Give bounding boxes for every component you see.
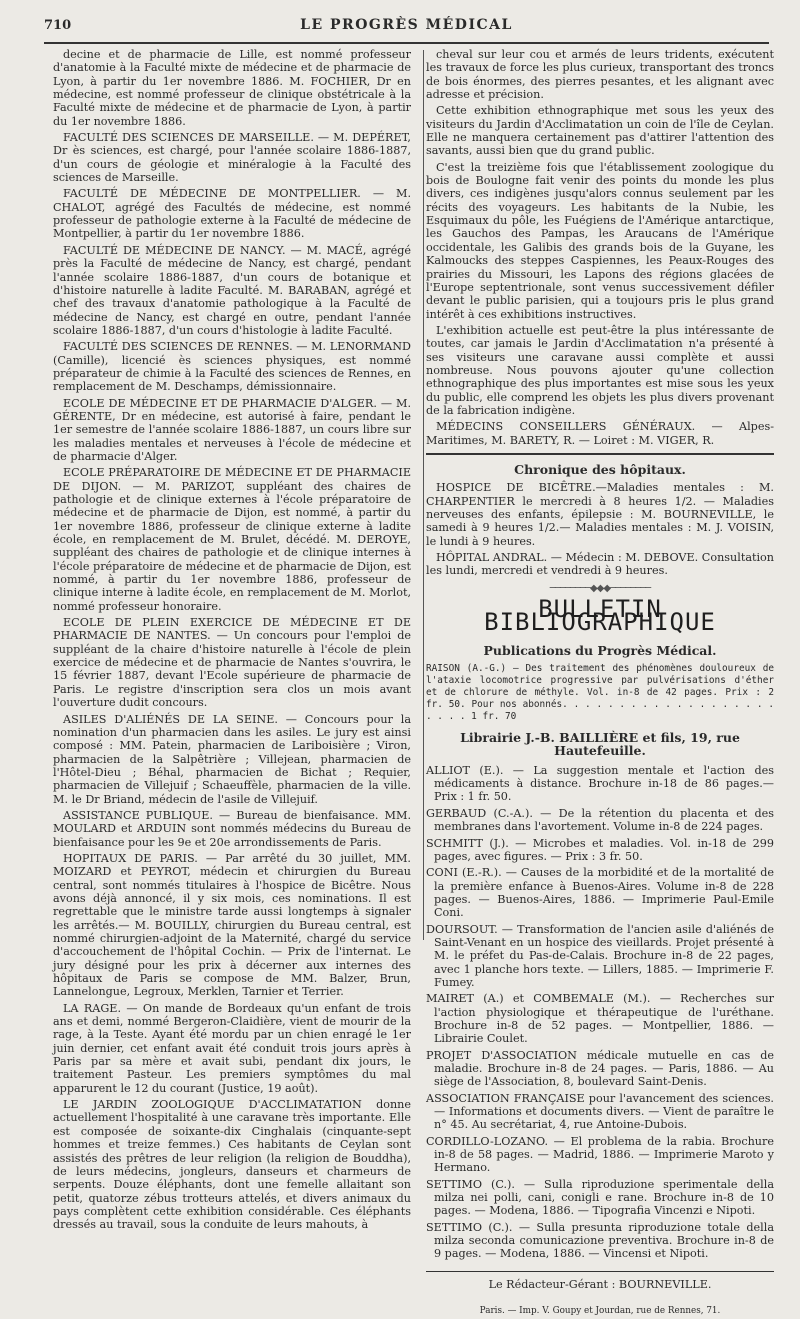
paragraph: cheval sur leur cou et armés de leurs tridents, exécutent les travaux de force les plus curieux, transportant des troncs de bois énormes, des pierres pesantes, et les alignant avec adresse et précision. [426,48,774,102]
footer-rule [426,1271,774,1272]
paragraph: MÉDECINS CONSEILLERS GÉNÉRAUX. — Alpes-Maritimes, M. BARETY, R. — Loiret : M. VIGER, R. [426,420,774,447]
paragraph: FACULTÉ DE MÉDECINE DE MONTPELLIER. — M. CHALOT, agrégé des Facultés de médecine, est nommé professeur de pathologie externe à la Faculté de médecine de Montpellier, à partir du 1er novembre 1886. [53,187,411,241]
paragraph: L'exhibition actuelle est peut-être la plus intéressante de toutes, car jamais le Jardin d'Acclimatation n'a présenté à ses visiteurs une caravane aussi complète et aussi nombreuse. Nous pouvons ajouter qu'une collection ethnographique des plus importantes est mise sous les yeux du public, elle comprend les objets les plus divers provenant de la fabrication indigène. [426,323,774,417]
paragraph: HÔPITAL ANDRAL. — Médecin : M. DEBOVE. Consultation les lundi, mercredi et vendredi à 9 heures. [426,551,774,578]
paragraph: Cette exhibition ethnographique met sous les yeux des visiteurs du Jardin d'Acclimatation un coin de l'île de Ceylan. Elle ne manquera certainement pas d'attirer l'attention des savants, aussi bien que du grand public. [426,104,774,158]
printer-imprint: Paris. — Imp. V. Goupy et Jourdan, rue de Rennes, 71. [479,1306,721,1317]
ornament-divider: ────────◆◆◆──────── [549,582,651,594]
running-title: LE PROGRÈS MÉDICAL [300,17,513,33]
page-number: 710 [44,18,72,33]
paragraph: FACULTÉ DES SCIENCES DE MARSEILLE. — M. DEPÉRET, Dr ès sciences, est chargé, pour l'année scolaire 1886-1887, d'un cours de géologie et minéralogie à la Faculté des sciences de Marseille. [53,131,411,185]
bibliography-entry: MAIRET (A.) et COMBEMALE (M.). — Recherches sur l'action physiologique et thérapeutique de l'uréthane. Brochure in-8 de 52 pages. — Montpellier, 1886. — Librairie Coulet. [426,992,774,1046]
column-divider [423,50,424,940]
bulletin-title: BULLETIN BIBLIOGRAPHIQUE [484,595,716,637]
paragraph: decine et de pharmacie de Lille, est nommé professeur d'anatomie à la Faculté mixte de médecine et de pharmacie de Lyon, à partir du 1er novembre 1886. M. FOCHIER, Dr en médecine, est nommé professeur de clinique obstétricale à la Faculté mixte de médecine et de pharmacie de Lyon, à partir du 1er novembre 1886. [53,48,411,128]
paragraph: HOPITAUX DE PARIS. — Par arrêté du 30 juillet, MM. MOIZARD et PEYROT, médecin et chirurgien du Bureau central, sont nommés titulaires à l'hospice de Bicêtre. Nous avons déjà annoncé, il y six mois, ces nominations. Il est regrettable que le ministre tarde aussi longtemps à signaler les arrêtés.— M. BOUILLY, chirurgien du Bureau central, est nommé chirurgien-adjoint de la Maternité, chargé du service d'accouchement de l'hôpital Cochin. — Prix de l'internat. Le jury désigné pour les prix à décerner aux internes des hôpitaux de Paris se compose de MM. Balzer, Brun, Lannelongue, Legroux, Merklen, Tarnier et Terrier. [53,851,411,999]
paragraph: HOSPICE DE BICÊTRE.—Maladies mentales : M. CHARPENTIER le mercredi à 8 heures 1/2. — Maladies nerveuses des enfants, épilepsie : M. BOURNEVILLE, le samedi à 9 heures 1/2.— Maladies mentales : M. J. VOISIN, le lundi à 9 heures. [426,481,774,548]
paragraph: ECOLE DE MÉDECINE ET DE PHARMACIE D'ALGER. — M. GÉRENTE, Dr en médecine, est autorisé à faire, pendant le 1er semestre de l'année scolaire 1886-1887, un cours libre sur les maladies mentales et nerveuses à l'école de médecine et de pharmacie d'Alger. [53,396,411,463]
paragraph: FACULTÉ DES SCIENCES DE RENNES. — M. LENORMAND (Camille), licencié ès sciences physiques, est nommé préparateur de chimie à la Faculté des sciences de Rennes, en remplacement de M. Deschamps, démissionnaire. [53,340,411,394]
left-column [53,48,411,1235]
bibliography-entry: CORDILLO-LOZANO. — El problema de la rabia. Brochure in-8 de 58 pages. — Madrid, 1886. — Imprimerie Maroto y Hermano. [426,1134,774,1175]
paragraph: LE JARDIN ZOOLOGIQUE D'ACCLIMATATION donne actuellement l'hospitalité à une caravane très importante. Elle est composée de soixante-dix Cinghalais (cinquante-sept hommes et treize femmes.) Ces habitants de Ceylan sont assistés des prêtres de leur religion (la religion de Bouddha), de leurs médecins, jongleurs, danseurs et charmeurs de serpents. Douze éléphants, dont une femelle allaitant son petit, quatorze zébus trotteurs attelés, et divers animaux du pays complètent cette exhibition considérable. Ces éléphants dressés au travail, sous la conduite de leurs mahouts, à [53,1098,411,1232]
bookseller-heading: Librairie J.-B. BAILLIÈRE et fils, 19, rue Hautefeuille. [460,730,740,759]
paragraph: LA RAGE. — On mande de Bordeaux qu'un enfant de trois ans et demi, nommé Bergeron-Claidière, vient de mourir de la rage, à la Teste. Ayant été mordu par un chien enragé le 1er juin dernier, cet enfant avait été conduit trois jours après à Paris par sa mère et avait subi, pendant dix jours, le traitement Pasteur. Les premiers symptômes du mal apparurent le 12 du courant (Justice, 19 août). [53,1001,411,1095]
bibliography-entry: DOURSOUT. — Transformation de l'ancien asile d'aliénés de Saint-Venant en un hospice des vieillards. Projet présenté à M. le préfet du Pas-de-Calais. Brochure in-8 de 22 pages, avec 1 planche hors texte. — Lillers, 1885. — Imprimerie F. Fumey. [426,922,774,989]
paragraph: ASSISTANCE PUBLIQUE. — Bureau de bienfaisance. MM. MOULARD et ARDUIN sont nommés médecins du Bureau de bienfaisance pour les 9e et 20e arrondissements de Paris. [53,808,411,849]
bibliography-entry: ALLIOT (E.). — La suggestion mentale et l'action des médicaments à distance. Brochure in-18 de 86 pages.— Prix : 1 fr. 50. [426,763,774,804]
bibliography-entry: SETTIMO (C.). — Sulla presunta riproduzione totale della milza seconda comunicazione preventiva. Brochure in-8 de 9 pages. — Modena, 1886. — Vincensi et Nipoti. [426,1220,774,1261]
paragraph: ASILES D'ALIÉNÉS DE LA SEINE. — Concours pour la nomination d'un pharmacien dans les asiles. Le jury est ainsi composé : MM. Patein, pharmacien de Lariboisière ; Viron, pharmacien de la Salpêtrière ; Villejean, pharmacien de l'Hôtel-Dieu ; Béhal, pharmacien de Bichat ; Requier, pharmacien de Villejuif ; Schaeuffèle, pharmacien de la ville. M. le Dr Briand, médecin de l'asile de Villejuif. [53,712,411,806]
bibliography-entry: GERBAUD (C.-A.). — De la rétention du placenta et des membranes dans l'avortement. Volume in-8 de 224 pages. [426,806,774,834]
bibliography-entry: PROJET D'ASSOCIATION médicale mutuelle en cas de maladie. Brochure in-8 de 24 pages. — Paris, 1886. — Au siège de l'Association, 8, boulevard Saint-Denis. [426,1048,774,1089]
right-column [426,48,774,1319]
publication-advert: RAISON (A.-G.) — Des traitement des phénomènes douloureux de l'ataxie locomotrice progressive par pulvérisations d'éther et de chlorure de méthyle. Vol. in-8 de 42 pages. Prix : 2 fr. 50. Pour nos abonnés. . . . . . . . . . . . . . . . . . . . . . . 1 fr. 70 [426,663,774,723]
bibliography-entry: ASSOCIATION FRANÇAISE pour l'avancement des sciences. — Informations et documents divers. — Vient de paraître le n° 45. Au secrétariat, 4, rue Antoine-Dubois. [426,1091,774,1132]
bibliography-entry: SCHMITT (J.). — Microbes et maladies. Vol. in-18 de 299 pages, avec figures. — Prix : 3 fr. 50. [426,836,774,863]
paragraph: ECOLE PRÉPARATOIRE DE MÉDECINE ET DE PHARMACIE DE DIJON. — M. PARIZOT, suppléant des chaires de pathologie et de clinique externes à l'école préparatoire de médecine et de pharmacie de Dijon, est nommé, à partir du 1er novembre 1886, professeur de clinique externe à ladite école, en remplacement de M. Brulet, décédé. M. DEROYE, suppléant des chaires de pathologie et de clinique internes à l'école préparatoire de médecine et de pharmacie de Dijon, est nommé, à partir du 1er novembre 1886, professeur de clinique interne à ladite école, en remplacement de M. Morlot, nommé professeur honoraire. [53,466,411,613]
hospital-chronicle-heading: Chronique des hôpitaux. [514,461,686,477]
paragraph: C'est la treizième fois que l'établissement zoologique du bois de Boulogne fait venir des points du monde les plus divers, ces indigènes jusqu'alors connus seulement par les récits des voyageurs. Les habitants de la Nubie, les Esquimaux du pôle, les Fuégiens de l'Amérique antarctique, les Gauchos des Pampas, les Araucans de l'Amérique occidentale, les Galibis des grands bois de la Guyane, les Kalmoucks des steppes Caspiennes, les Peaux-Rouges des prairies du Missouri, les Lapons des régions glacées de l'Europe septentrionale, sont venus successivement défiler devant le public parisien, qui a toujours pris le plus grand intérêt à ces exhibitions instructives. [426,160,774,321]
editor-signature: Le Rédacteur-Gérant : BOURNEVILLE. [488,1277,712,1291]
publications-heading: Publications du Progrès Médical. [483,642,717,658]
page-header [44,16,769,44]
bibliography-entry: SETTIMO (C.). — Sulla riproduzione sperimentale della milza nei polli, cani, conigli e rane. Brochure in-8 de 10 pages. — Modena, 1886. — Tipografia Vincenzi e Nipoti. [426,1177,774,1218]
paragraph: ECOLE DE PLEIN EXERCICE DE MÉDECINE ET DE PHARMACIE DE NANTES. — Un concours pour l'emploi de suppléant de la chaire d'histoire naturelle à l'école de plein exercice de médecine et de pharmacie de Nantes s'ouvrira, le 15 février 1887, devant l'Ecole supérieure de pharmacie de Paris. Le registre d'inscription sera clos un mois avant l'ouverture dudit concours. [53,616,411,710]
paragraph: FACULTÉ DE MÉDECINE DE NANCY. — M. MACÉ, agrégé près la Faculté de médecine de Nancy, est chargé, pendant l'année scolaire 1886-1887, d'un cours de botanique et d'histoire naturelle à ladite Faculté. M. BARABAN, agrégé et chef des travaux d'anatomie pathologique à la Faculté de médecine de Nancy, est chargé en outre, pendant l'année scolaire 1886-1887, d'un cours d'histologie à ladite Faculté. [53,243,411,337]
bibliography-entry: CONI (E.-R.). — Causes de la morbidité et de la mortalité de la première enfance à Buenos-Aires. Volume in-8 de 228 pages. — Buenos-Aires, 1886. — Imprimerie Paul-Emile Coni. [426,866,774,920]
section-rule [426,453,774,455]
